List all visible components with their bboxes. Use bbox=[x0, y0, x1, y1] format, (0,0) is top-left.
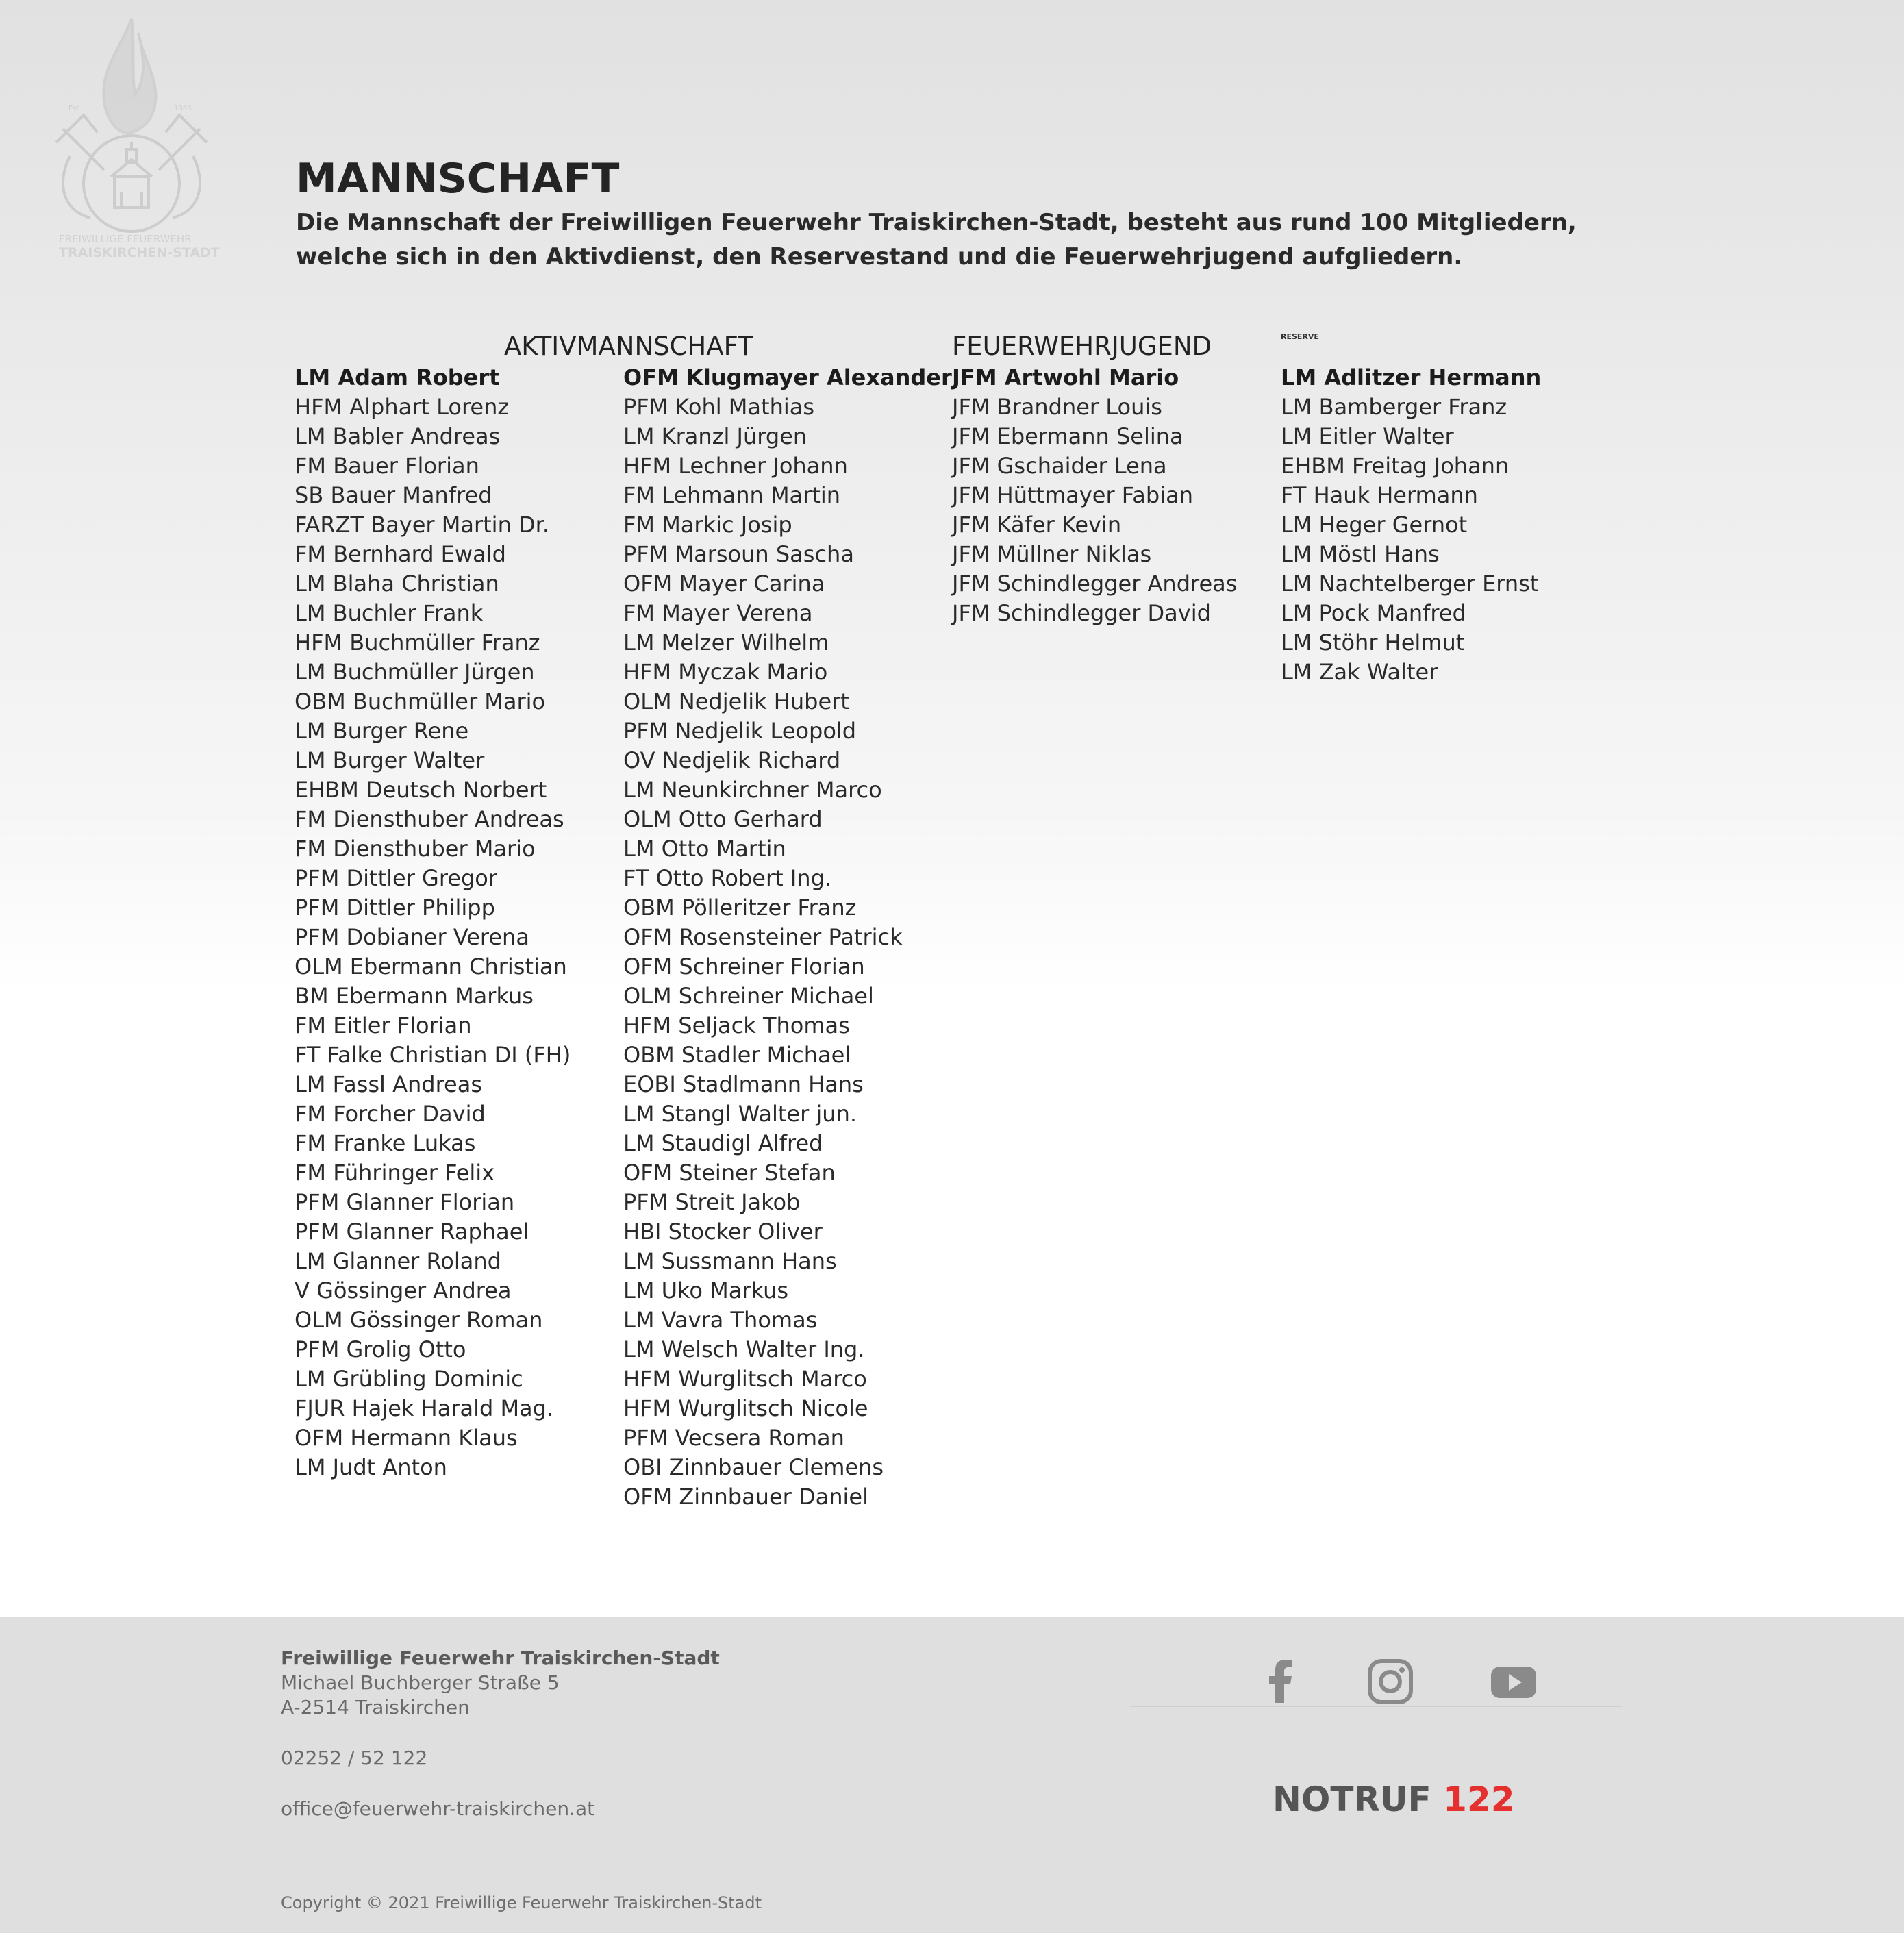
member-name: OLM Ebermann Christian bbox=[295, 953, 567, 980]
member-name: LM Otto Martin bbox=[623, 836, 786, 862]
member-name: JFM Artwohl Mario bbox=[952, 364, 1179, 390]
member-name: OBM Pölleritzer Franz bbox=[623, 895, 857, 921]
member-name: HFM Lechner Johann bbox=[623, 453, 848, 479]
member-name: OFM Steiner Stefan bbox=[623, 1160, 836, 1186]
member-name: JFM Gschaider Lena bbox=[952, 453, 1167, 479]
member-name: LM Judt Anton bbox=[295, 1454, 447, 1480]
member-name: OLM Nedjelik Hubert bbox=[623, 688, 849, 714]
member-name: OV Nedjelik Richard bbox=[623, 747, 841, 773]
member-name: LM Melzer Wilhelm bbox=[623, 629, 829, 656]
footer-org-name: Freiwillige Feuerwehr Traiskirchen-Stadt bbox=[281, 1647, 720, 1669]
member-name: FM Mayer Verena bbox=[623, 600, 813, 626]
aktiv-list-col-2 bbox=[623, 363, 952, 1512]
notruf-label: NOTRUF bbox=[1273, 1780, 1431, 1819]
member-name: JFM Schindlegger Andreas bbox=[952, 571, 1238, 597]
member-name: HBI Stocker Oliver bbox=[623, 1219, 823, 1245]
intro-text bbox=[296, 205, 1597, 274]
member-name: LM Nachtelberger Ernst bbox=[1281, 571, 1539, 597]
member-name: LM Heger Gernot bbox=[1281, 512, 1468, 538]
facebook-icon[interactable] bbox=[1257, 1658, 1305, 1706]
member-name: LM Uko Markus bbox=[623, 1277, 789, 1304]
member-name: FM Markic Josip bbox=[623, 512, 792, 538]
member-name: FM Franke Lukas bbox=[295, 1130, 476, 1156]
member-name: OFM Rosensteiner Patrick bbox=[623, 924, 903, 950]
member-name: LM Bamberger Franz bbox=[1281, 394, 1507, 420]
member-name: PFM Streit Jakob bbox=[623, 1189, 801, 1215]
member-name: OBM Stadler Michael bbox=[623, 1042, 851, 1068]
copyright: Copyright © 2021 Freiwillige Feuerwehr Traiskirchen-Stadt bbox=[281, 1893, 762, 1912]
logo-ring-right: 1868 bbox=[174, 105, 192, 112]
intro-line-2: welche sich in den Aktivdienst, den Reservestand und die Feuerwehrjugend aufgliedern. bbox=[296, 243, 1463, 271]
member-name: HFM Seljack Thomas bbox=[623, 1012, 850, 1038]
member-name: FARZT Bayer Martin Dr. bbox=[295, 512, 550, 538]
member-name: LM Glanner Roland bbox=[295, 1248, 501, 1274]
member-name: PFM Dittler Gregor bbox=[295, 865, 497, 891]
member-name: OFM Klugmayer Alexander bbox=[623, 364, 952, 390]
member-name: PFM Marsoun Sascha bbox=[623, 541, 854, 567]
member-name: LM Möstl Hans bbox=[1281, 541, 1440, 567]
member-name: OBM Buchmüller Mario bbox=[295, 688, 546, 714]
member-name: LM Adlitzer Hermann bbox=[1281, 364, 1542, 390]
member-name: EOBI Stadlmann Hans bbox=[623, 1071, 864, 1097]
member-name: HFM Buchmüller Franz bbox=[295, 629, 540, 656]
logo-text-line1: FREIWILLIGE FEUERWEHR bbox=[59, 233, 192, 245]
logo-ring-left: Est. bbox=[68, 105, 82, 112]
member-name: PFM Nedjelik Leopold bbox=[623, 718, 857, 744]
brigade-crest-icon bbox=[42, 12, 221, 267]
member-name: JFM Brandner Louis bbox=[952, 394, 1162, 420]
emergency-number bbox=[1273, 1780, 1515, 1819]
member-name: LM Buchmüller Jürgen bbox=[295, 659, 535, 685]
member-name: HFM Myczak Mario bbox=[623, 659, 828, 685]
member-name: HFM Alphart Lorenz bbox=[295, 394, 510, 420]
member-name: LM Grübling Dominic bbox=[295, 1366, 523, 1392]
member-name: BM Ebermann Markus bbox=[295, 983, 534, 1009]
member-name: OFM Zinnbauer Daniel bbox=[623, 1484, 868, 1510]
member-name: OLM Otto Gerhard bbox=[623, 806, 823, 832]
member-name: JFM Müllner Niklas bbox=[952, 541, 1152, 567]
member-name: PFM Glanner Florian bbox=[295, 1189, 515, 1215]
member-name: OLM Schreiner Michael bbox=[623, 983, 874, 1009]
member-name: V Gössinger Andrea bbox=[295, 1277, 512, 1304]
member-name: HFM Wurglitsch Marco bbox=[623, 1366, 867, 1392]
member-name: LM Burger Walter bbox=[295, 747, 485, 773]
member-name: LM Buchler Frank bbox=[295, 600, 484, 626]
member-name: FM Bernhard Ewald bbox=[295, 541, 506, 567]
member-name: JFM Ebermann Selina bbox=[952, 423, 1183, 449]
logo-text-line2: TRAISKIRCHEN-STADT bbox=[59, 245, 220, 260]
reserve-list bbox=[1281, 363, 1541, 687]
page-title: MANNSCHAFT bbox=[296, 155, 620, 203]
instagram-icon[interactable] bbox=[1366, 1658, 1414, 1706]
member-name: LM Sussmann Hans bbox=[623, 1248, 837, 1274]
member-name: FM Diensthuber Andreas bbox=[295, 806, 564, 832]
member-name: LM Burger Rene bbox=[295, 718, 469, 744]
member-name: LM Kranzl Jürgen bbox=[623, 423, 807, 449]
heading-feuerwehrjugend: FEUERWEHRJUGEND bbox=[952, 332, 1212, 361]
member-name: PFM Dobianer Verena bbox=[295, 924, 529, 950]
member-name: OFM Schreiner Florian bbox=[623, 953, 865, 980]
member-name: PFM Dittler Philipp bbox=[295, 895, 495, 921]
footer-divider bbox=[1130, 1706, 1622, 1707]
member-name: LM Eitler Walter bbox=[1281, 423, 1454, 449]
jugend-list bbox=[952, 363, 1237, 628]
member-name: FM Eitler Florian bbox=[295, 1012, 472, 1038]
member-name: FT Otto Robert Ing. bbox=[623, 865, 832, 891]
member-name: FM Führinger Felix bbox=[295, 1160, 495, 1186]
footer-city: A-2514 Traiskirchen bbox=[281, 1696, 470, 1719]
member-name: FM Bauer Florian bbox=[295, 453, 479, 479]
member-name: FT Falke Christian DI (FH) bbox=[295, 1042, 571, 1068]
member-name: SB Bauer Manfred bbox=[295, 482, 492, 508]
member-name: JFM Käfer Kevin bbox=[952, 512, 1122, 538]
member-name: PFM Kohl Mathias bbox=[623, 394, 815, 420]
footer-phone[interactable]: 02252 / 52 122 bbox=[281, 1747, 428, 1769]
member-name: LM Welsch Walter Ing. bbox=[623, 1336, 865, 1362]
member-name: LM Fassl Andreas bbox=[295, 1071, 482, 1097]
member-name: PFM Grolig Otto bbox=[295, 1336, 466, 1362]
member-name: LM Adam Robert bbox=[295, 364, 500, 390]
member-name: LM Blaha Christian bbox=[295, 571, 499, 597]
member-name: LM Stöhr Helmut bbox=[1281, 629, 1465, 656]
footer-street: Michael Buchberger Straße 5 bbox=[281, 1671, 560, 1694]
member-name: JFM Schindlegger David bbox=[952, 600, 1211, 626]
heading-reserve: RESERVE bbox=[1281, 332, 1319, 341]
notruf-number[interactable]: 122 bbox=[1443, 1780, 1515, 1819]
member-name: LM Zak Walter bbox=[1281, 659, 1438, 685]
member-name: OLM Gössinger Roman bbox=[295, 1307, 543, 1333]
member-name: OBI Zinnbauer Clemens bbox=[623, 1454, 884, 1480]
social-links bbox=[1130, 1637, 1623, 1712]
member-name: JFM Hüttmayer Fabian bbox=[952, 482, 1193, 508]
member-name: FJUR Hajek Harald Mag. bbox=[295, 1395, 554, 1421]
member-name: PFM Vecsera Roman bbox=[623, 1425, 844, 1451]
youtube-icon[interactable] bbox=[1490, 1658, 1538, 1706]
member-name: FM Lehmann Martin bbox=[623, 482, 841, 508]
member-name: FT Hauk Hermann bbox=[1281, 482, 1478, 508]
footer-email[interactable]: office@feuerwehr-traiskirchen.at bbox=[281, 1797, 595, 1820]
member-name: LM Neunkirchner Marco bbox=[623, 777, 882, 803]
member-name: LM Pock Manfred bbox=[1281, 600, 1466, 626]
heading-aktivmannschaft: AKTIVMANNSCHAFT bbox=[504, 332, 753, 361]
member-name: EHBM Deutsch Norbert bbox=[295, 777, 547, 803]
aktiv-list-col-1 bbox=[295, 363, 571, 1482]
member-name: LM Babler Andreas bbox=[295, 423, 501, 449]
member-name: PFM Glanner Raphael bbox=[295, 1219, 529, 1245]
member-name: OFM Hermann Klaus bbox=[295, 1425, 518, 1451]
site-footer bbox=[0, 1617, 1904, 1933]
member-name: FM Forcher David bbox=[295, 1101, 486, 1127]
member-name: EHBM Freitag Johann bbox=[1281, 453, 1510, 479]
intro-line-1: Die Mannschaft der Freiwilligen Feuerwehr Traiskirchen-Stadt, besteht aus rund 100 Mitgliedern, bbox=[296, 209, 1577, 236]
member-name: LM Staudigl Alfred bbox=[623, 1130, 823, 1156]
member-name: LM Stangl Walter jun. bbox=[623, 1101, 857, 1127]
member-name: OFM Mayer Carina bbox=[623, 571, 825, 597]
member-name: LM Vavra Thomas bbox=[623, 1307, 818, 1333]
brigade-logo[interactable] bbox=[42, 12, 221, 267]
member-name: FM Diensthuber Mario bbox=[295, 836, 536, 862]
member-name: HFM Wurglitsch Nicole bbox=[623, 1395, 868, 1421]
